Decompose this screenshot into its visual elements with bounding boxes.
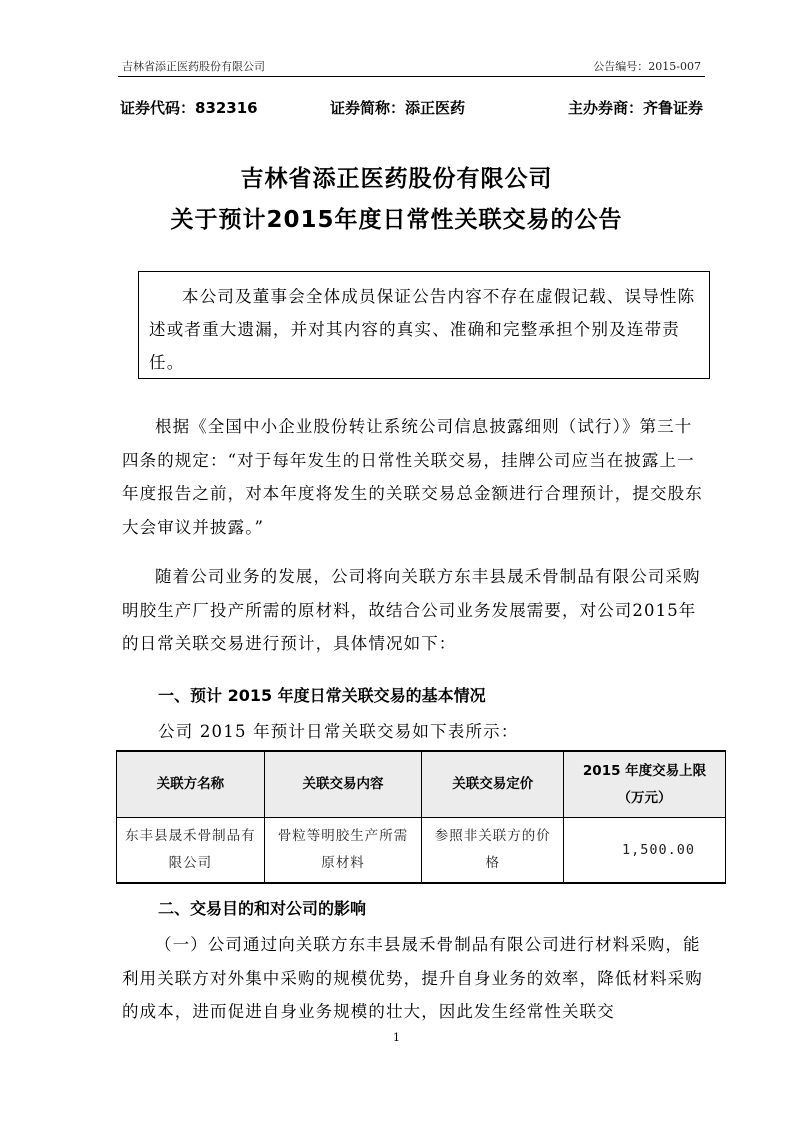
security-code: 证券代码：832316 <box>120 99 258 117</box>
document-title-line1: 吉林省添正医药股份有限公司 <box>240 166 553 192</box>
table-row <box>117 818 726 884</box>
table-header-cell: 2015 年度交易上限（万元） <box>564 751 726 818</box>
security-abbreviation: 证券简称：添正医药 <box>330 99 466 117</box>
related-transaction-table <box>116 750 726 884</box>
document-title-line2: 关于预计2015年度日常性关联交易的公告 <box>170 207 623 233</box>
paragraph-regulation: 根据《全国中小企业股份转让系统公司信息披露细则（试行）》第三十四条的规定：“对于每年发生的日常性关联交易，挂牌公司应当在披露上一年度报告之前，对本年度将发生的关联交易总金额进行合理预计，提交股东大会审议并披露。” <box>122 417 703 537</box>
paragraph-purpose: （一）公司通过向关联方东丰县晟禾骨制品有限公司进行材料采购，能利用关联方对外集中采购的规模优势，提升自身业务的效率，降低材料采购的成本，进而促进自身业务规模的壮大，因此发生经常性关联交 <box>122 935 703 1021</box>
sponsor-broker: 主办券商：齐鲁证券 <box>567 99 703 117</box>
board-statement-box: 本公司及董事会全体成员保证公告内容不存在虚假记载、误导性陈述或者重大遗漏，并对其内容的真实、准确和完整承担个别及连带责任。 <box>138 271 710 379</box>
section-heading-2: 二、交易目的和对公司的影响 <box>158 899 367 918</box>
table-header-cell: 关联方名称 <box>117 751 265 818</box>
header-company: 吉林省添正医药股份有限公司 <box>122 60 265 73</box>
table-header-row <box>117 751 726 818</box>
table-cell: 骨粒等明胶生产所需原材料 <box>264 818 422 884</box>
table-cell: 东丰县晟禾骨制品有限公司 <box>117 818 265 884</box>
table-cell: 参照非关联方的价格 <box>422 818 564 884</box>
section-heading-1: 一、预计 2015 年度日常关联交易的基本情况 <box>158 686 486 705</box>
section-1-intro: 公司 2015 年预计日常关联交易如下表所示： <box>158 722 519 741</box>
page-number: 1 <box>393 1031 400 1044</box>
paragraph-background: 随着公司业务的发展，公司将向关联方东丰县晟禾骨制品有限公司采购明胶生产厂投产所需的原材料，故结合公司业务发展需要，对公司2015年的日常关联交易进行预计，具体情况如下： <box>122 567 701 653</box>
table-header-cell: 关联交易内容 <box>264 751 422 818</box>
table-header-cell: 关联交易定价 <box>422 751 564 818</box>
header-notice-number: 公告编号：2015-007 <box>593 60 701 73</box>
table-cell-amount: 1,500.00 <box>564 818 726 884</box>
page-header <box>118 56 705 77</box>
